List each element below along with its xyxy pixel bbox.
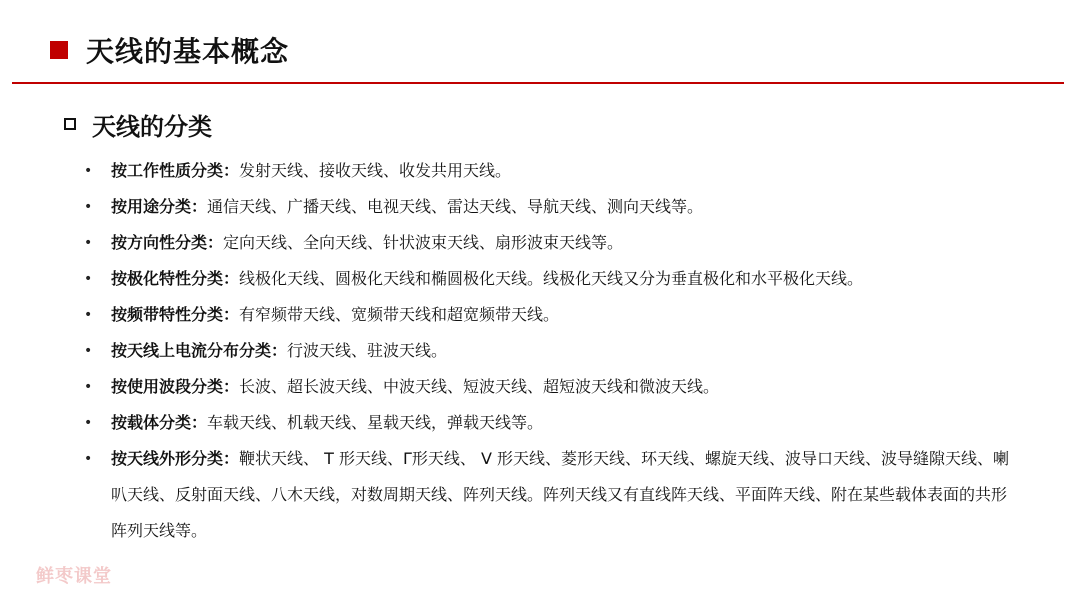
bullet-icon: • [84,307,93,323]
item-label: 按使用波段分类 [111,377,224,396]
item-text: 鞭状天线、 T 形天线、Γ形天线、 V 形天线、菱形天线、环天线、螺旋天线、波导口天线、波导缝隙天线、喇叭天线、反射面天线、八木天线，对数周期天线、阵列天线。阵列天线又有直线阵天线、平面阵天线、附在某些载体表面的共形阵列天线等。 [111,449,1010,540]
watermark-logo: 鲜枣课堂 [36,566,112,587]
bullet-icon: • [84,235,93,251]
title-divider [12,82,1064,84]
item-label: 按用途分类 [111,197,192,216]
bullet-icon: • [84,271,93,287]
item-separator: ： [191,197,208,216]
item-label: 按极化特性分类 [111,269,224,288]
bullet-icon: • [84,379,93,395]
item-text: 行波天线、驻波天线。 [287,341,448,360]
item-label: 按方向性分类 [111,233,208,252]
item-separator: ： [223,269,240,288]
item-label: 按工作性质分类 [111,161,224,180]
list-item-content [111,333,1014,369]
list-item [84,297,1014,333]
item-label: 按频带特性分类 [111,305,224,324]
bullet-icon: • [84,415,93,431]
list-item-content [111,405,1014,441]
page-title: 天线的基本概念 [86,35,290,68]
list-item [84,261,1014,297]
list-item [84,405,1014,441]
item-label: 按天线外形分类 [111,449,224,468]
item-separator: ： [223,305,240,324]
item-text: 长波、超长波天线、中波天线、短波天线、超短波天线和微波天线。 [239,377,720,396]
item-text: 通信天线、广播天线、电视天线、雷达天线、导航天线、测向天线等。 [207,197,704,216]
title-square-icon [50,41,68,59]
bullet-icon: • [84,199,93,215]
list-item [84,369,1014,405]
list-item [84,225,1014,261]
list-item [84,333,1014,369]
item-text: 车载天线、机载天线、星载天线，弹载天线等。 [207,413,544,432]
list-item-content [111,369,1014,405]
item-separator: ： [223,161,240,180]
list-item-content [111,441,1014,549]
list-item-content [111,225,1014,261]
list-item-content [111,261,1014,297]
item-label: 按天线上电流分布分类 [111,341,272,360]
list-item-content [111,297,1014,333]
item-text: 发射天线、接收天线、收发共用天线。 [239,161,512,180]
hollow-square-icon [64,118,76,130]
item-separator: ： [207,233,224,252]
item-text: 有窄频带天线、宽频带天线和超宽频带天线。 [239,305,560,324]
page-header [50,30,289,70]
bullet-icon: • [84,343,93,359]
list-item [84,441,1014,549]
item-text: 定向天线、全向天线、针状波束天线、扇形波束天线等。 [223,233,624,252]
list-item-content [111,189,1014,225]
item-separator: ： [223,377,240,396]
list-item [84,153,1014,189]
item-text: 线极化天线、圆极化天线和椭圆极化天线。线极化天线又分为垂直极化和水平极化天线。 [239,269,864,288]
list-item [84,189,1014,225]
item-label: 按载体分类 [111,413,192,432]
classification-list [84,153,1014,549]
list-item-content [111,153,1014,189]
item-separator: ： [271,341,288,360]
section-heading [64,104,212,144]
item-separator: ： [191,413,208,432]
section-title: 天线的分类 [92,112,212,141]
item-separator: ： [223,449,240,468]
bullet-icon: • [84,163,93,179]
bullet-icon: • [84,451,93,467]
